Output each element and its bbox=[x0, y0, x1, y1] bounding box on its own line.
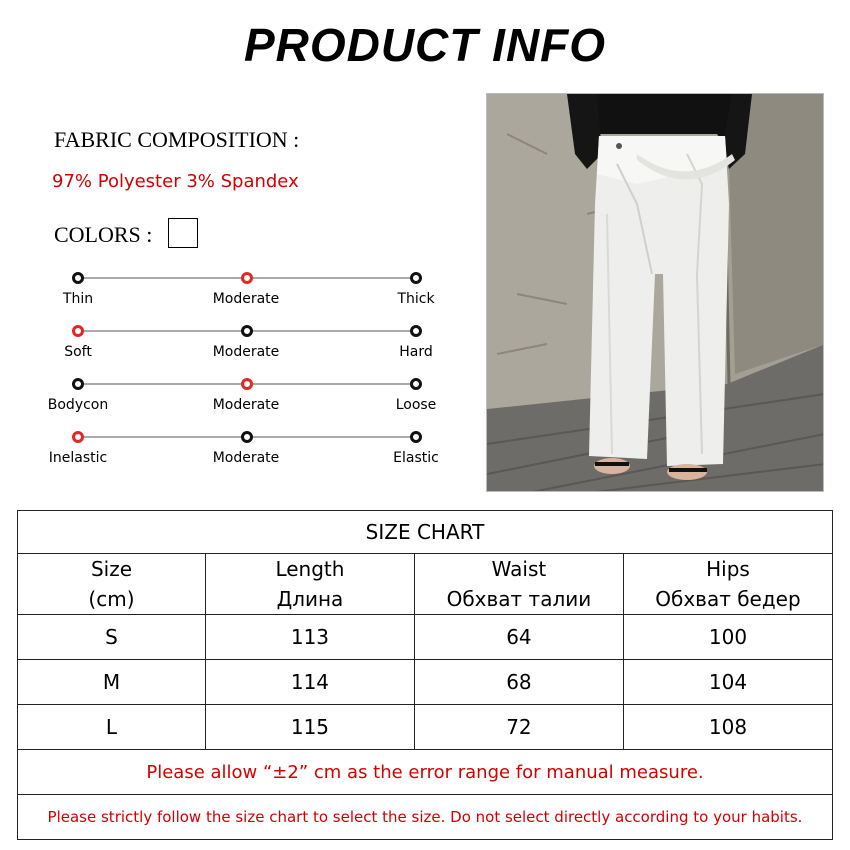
fabric-composition-label: FABRIC COMPOSITION : bbox=[54, 127, 300, 152]
scale-label-right: Loose bbox=[395, 397, 437, 413]
scale-label-right: Hard bbox=[399, 344, 433, 360]
scale-label-right: Thick bbox=[397, 291, 435, 307]
header-hips: Hips Обхват бедер bbox=[623, 554, 832, 615]
scale-dot-left bbox=[72, 272, 84, 284]
cell-hips: 108 bbox=[623, 705, 832, 750]
cell-length: 115 bbox=[205, 705, 414, 750]
header-size: Size (cm) bbox=[18, 554, 206, 615]
measurement-error-note: Please allow “±2” cm as the error range for manual measure. bbox=[18, 750, 833, 795]
cell-size: L bbox=[18, 705, 206, 750]
scale-label-middle: Moderate bbox=[212, 450, 280, 466]
softness-scale bbox=[0, 330, 480, 380]
fabric-composition-value: 97% Polyester 3% Spandex bbox=[52, 171, 299, 192]
scale-dot-selected bbox=[241, 378, 253, 390]
thickness-scale bbox=[0, 277, 480, 327]
cell-length: 114 bbox=[205, 660, 414, 705]
elasticity-scale bbox=[0, 436, 480, 486]
scale-dot-right bbox=[410, 272, 422, 284]
size-selection-note: Please strictly follow the size chart to select the size. Do not select directly according to your habits. bbox=[18, 795, 833, 840]
scale-dot-right bbox=[410, 378, 422, 390]
scale-dot-middle bbox=[241, 431, 253, 443]
page-title: PRODUCT INFO bbox=[243, 19, 607, 71]
color-swatch-white[interactable] bbox=[168, 218, 198, 248]
scale-dot-right bbox=[410, 325, 422, 337]
table-row bbox=[18, 615, 833, 660]
scale-label-left: Bodycon bbox=[47, 397, 109, 413]
scale-label-left: Inelastic bbox=[48, 450, 108, 466]
cell-waist: 72 bbox=[414, 705, 623, 750]
scale-label-middle: Moderate bbox=[212, 291, 280, 307]
cell-size: M bbox=[18, 660, 206, 705]
colors-label: COLORS : bbox=[54, 222, 153, 247]
size-chart-table bbox=[17, 510, 833, 840]
scale-label-left: Soft bbox=[64, 344, 92, 360]
header-length: Length Длина bbox=[205, 554, 414, 615]
scale-dot-middle bbox=[241, 325, 253, 337]
scale-dot-right bbox=[410, 431, 422, 443]
scale-label-middle: Moderate bbox=[212, 344, 280, 360]
cell-waist: 64 bbox=[414, 615, 623, 660]
scale-dot-left bbox=[72, 378, 84, 390]
product-photo bbox=[486, 93, 824, 492]
cell-hips: 100 bbox=[623, 615, 832, 660]
scale-dot-selected bbox=[241, 272, 253, 284]
scale-label-middle: Moderate bbox=[212, 397, 280, 413]
header-waist: Waist Обхват талии bbox=[414, 554, 623, 615]
cell-size: S bbox=[18, 615, 206, 660]
cell-length: 113 bbox=[205, 615, 414, 660]
table-row bbox=[18, 660, 833, 705]
size-chart-title: SIZE CHART bbox=[18, 511, 833, 554]
scale-dot-selected bbox=[72, 325, 84, 337]
fit-scale bbox=[0, 383, 480, 433]
scale-label-left: Thin bbox=[62, 291, 94, 307]
scale-label-right: Elastic bbox=[393, 450, 439, 466]
scale-dot-selected bbox=[72, 431, 84, 443]
table-row bbox=[18, 705, 833, 750]
cell-waist: 68 bbox=[414, 660, 623, 705]
cell-hips: 104 bbox=[623, 660, 832, 705]
